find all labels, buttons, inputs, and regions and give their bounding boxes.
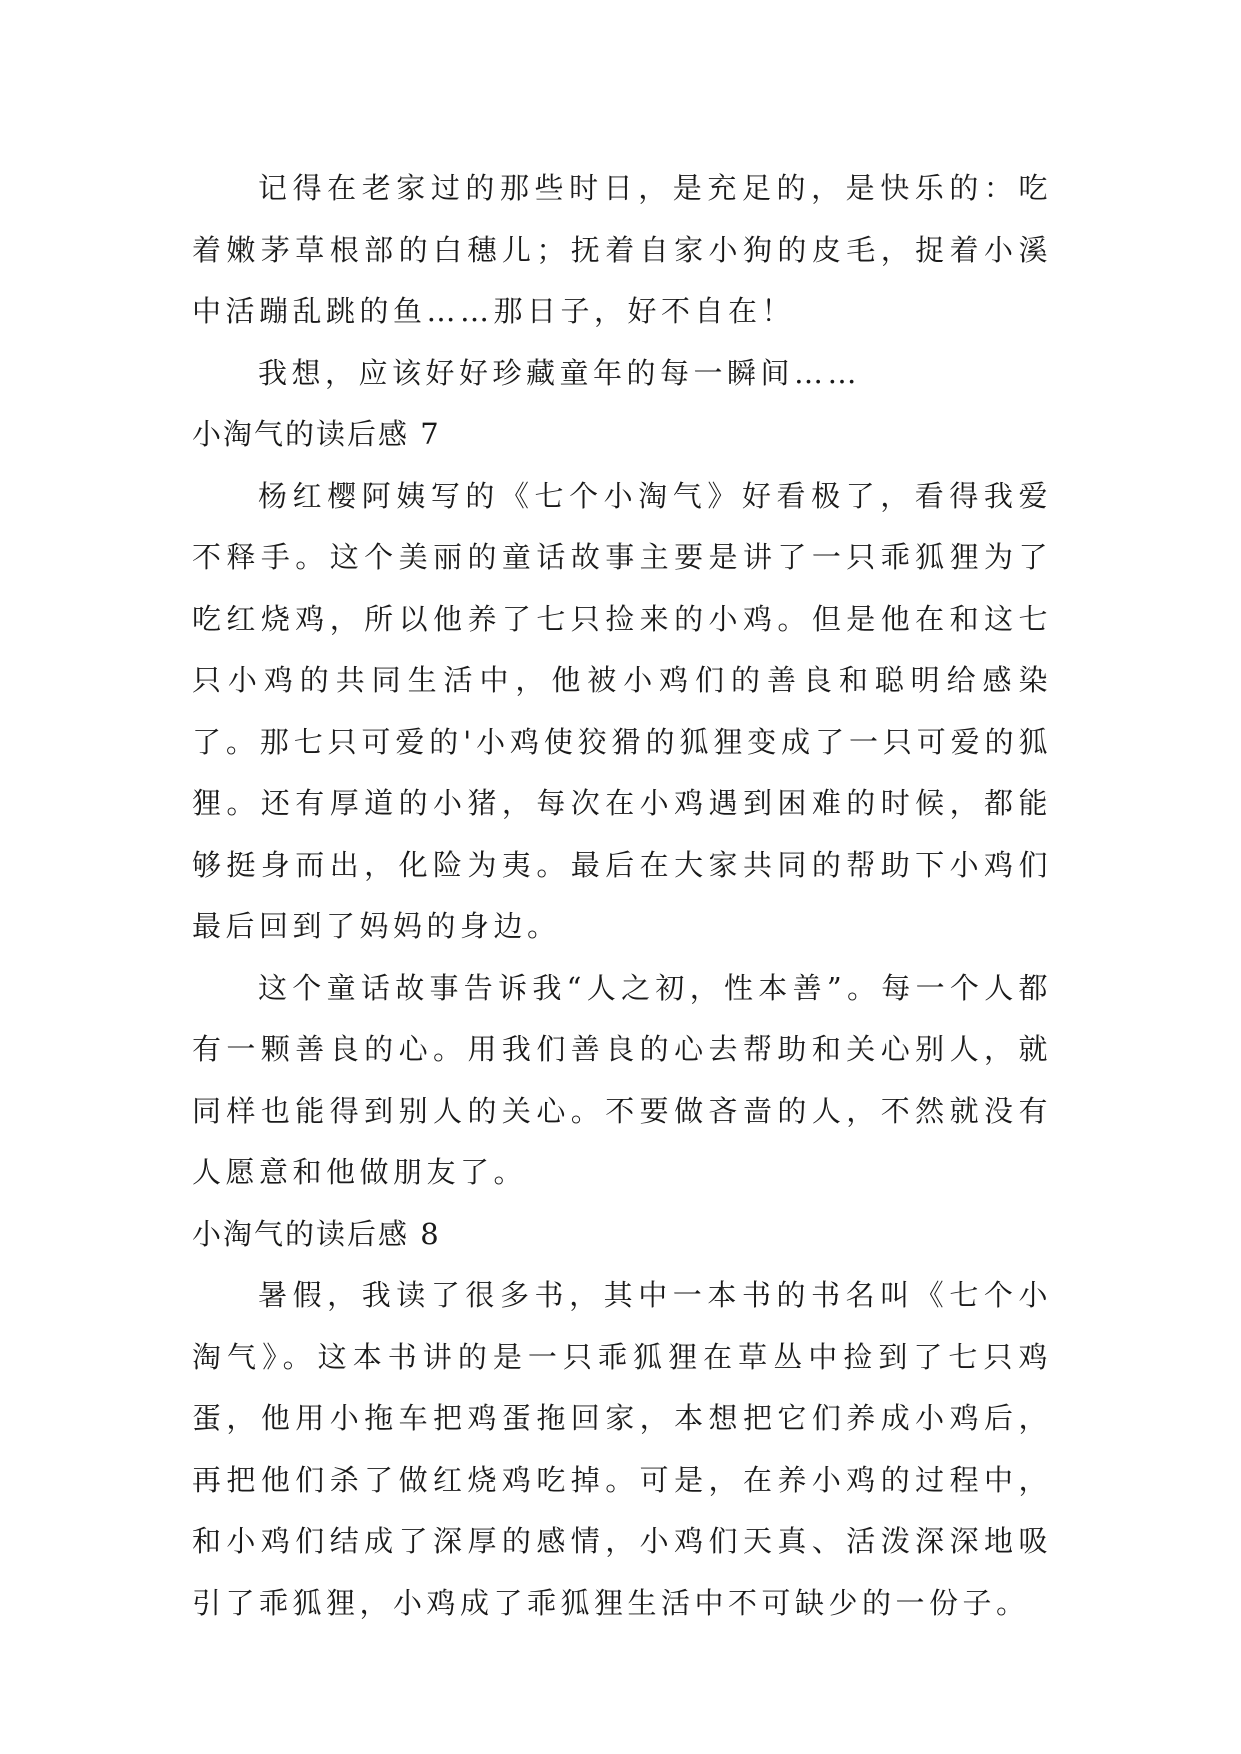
section-heading-8: 小淘气的读后感 8 — [192, 1216, 441, 1251]
paragraph-kindness-lesson: 这个童话故事告诉我“人之初，性本善”。每一个人都有一颗善良的心。用我们善良的心去帮助和关心别人，就同样也能得到别人的关心。不要做吝啬的人，不然就没有人愿意和他做朋友了。 — [192, 970, 1052, 1189]
paragraph-treasure-childhood: 我想，应该好好珍藏童年的每一瞬间…… — [258, 355, 862, 390]
section-heading-7: 小淘气的读后感 7 — [192, 417, 441, 451]
document-body — [192, 158, 1052, 1634]
paragraph-summer-reading: 暑假，我读了很多书，其中一本书的书名叫《七个小淘气》。这本书讲的是一只乖狐狸在草丛中捡到了七只鸡蛋，他用小拖车把鸡蛋拖回家，本想把它们养成小鸡后，再把他们杀了做红烧鸡吃掉。可是，在养小鸡的过程中，和小鸡们结成了深厚的感情，小鸡们天真、活泼深深地吸引了乖狐狸，小鸡成了乖狐狸生活中不可缺少的一份子。 — [192, 1278, 1052, 1620]
paragraph-hometown-memories: 记得在老家过的那些时日，是充足的，是快乐的：吃着嫩茅草根部的白穗儿；抚着自家小狗的皮毛，捉着小溪中活蹦乱跳的鱼……那日子，好不自在！ — [192, 171, 1052, 328]
paragraph-seven-naughty-summary: 杨红樱阿姨写的《七个小淘气》好看极了，看得我爱不释手。这个美丽的童话故事主要是讲了一只乖狐狸为了吃红烧鸡，所以他养了七只捡来的小鸡。但是他在和这七只小鸡的共同生活中，他被小鸡们的善良和聪明给感染了。那七只可爱的'小鸡使狡猾的狐狸变成了一只可爱的狐狸。还有厚道的小猪，每次在小鸡遇到困难的时候，都能够挺身而出，化险为夷。最后在大家共同的帮助下小鸡们最后回到了妈妈的身边。 — [192, 478, 1052, 943]
